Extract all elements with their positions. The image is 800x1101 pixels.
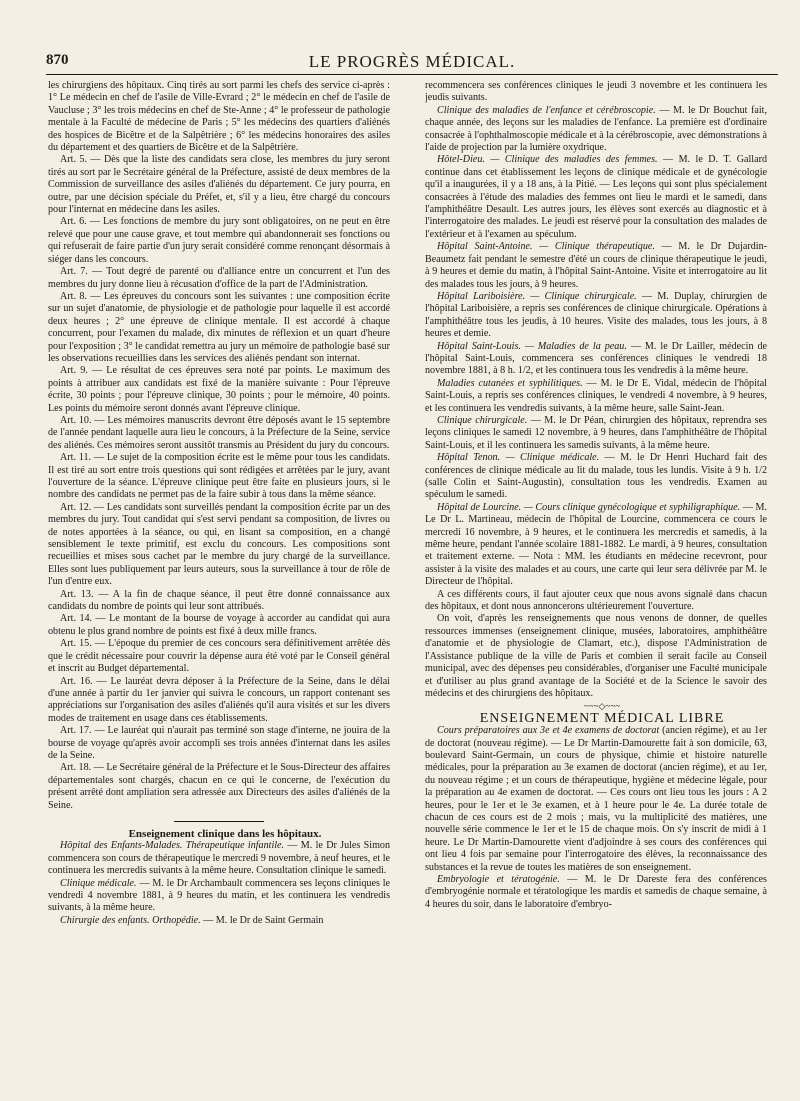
hospital-text: — M. le Dr de Saint Germain: [200, 914, 324, 926]
section-title: Enseignement clinique dans les hôpitaux.: [128, 827, 322, 840]
hospital-text: — M. le Dr Bouchut fait, chaque année, des leçons sur les maladies de l'enfance. La première est d'ordinaire consacrée à l'ophthalmoscopie médicale et à la cérébroscopie, avec démonstrations à l'aide de projection par la lumière oxydrique.: [425, 104, 767, 154]
course-paragraph: [425, 725, 767, 874]
hospital-title: Hôpital de Lourcine. — Cours clinique gynécologique et syphiligraphique.: [437, 501, 741, 513]
paragraph: Art. 15. — L'époque du premier de ces concours sera définitivement arrêtée dès que le crédit nécessaire pour couvrir la dépense aura été voté par le Conseil général et inscrit au Budget départemental.: [48, 638, 390, 675]
paragraph: Art. 16. — Le lauréat devra déposer à la Préfecture de la Seine, dans le délai d'une année à partir du 1er janvier qui suivra le concours, un rapport contenant ses appréciations sur l'organisation des asiles d'aliénés qu'il aura visités et sur les divers modes de traitement en usage dans ces établissements.: [48, 675, 390, 724]
paragraph: Art. 10. — Les mémoires manuscrits devront être déposés avant le 15 septembre de l'année pendant laquelle aura lieu le concours, à la Préfecture de la Seine, service des aliénés. Ces mémoires seront aussitôt transmis au Président du jury du concours.: [48, 414, 390, 451]
paragraph: On voit, d'après les renseignements que nous venons de donner, de quelles ressources immenses (enseignement clinique, musées, laboratoires, amphithéâtre d'anatomie et de physiologie de Clamart, etc.), dispose l'Administration de l'Assistance publique de la ville de Paris et combien il serait facile au Conseil municipal, avec des dépenses peu considérables, d'organiser une Faculté municipale et d'utiliser au plus grand avantage de la Société et de la Science le savoir des médecins et des chirurgiens des hôpitaux.: [425, 613, 767, 699]
hospital-paragraph: [48, 840, 390, 877]
paragraph: Art. 11. — Le sujet de la composition écrite est le même pour tous les candidats. Il est tiré au sort entre trois questions qui sont rédigées et arrêtées par le jury, avant l'ouverture de la séance. L'épreuve clinique peut être faite en plusieurs jours, si le nombre des candidats ne permet pas de la faire subir à tous dans la même séance.: [48, 452, 390, 501]
hospital-title: Maladies cutanées et syphilitiques.: [437, 377, 583, 389]
left-article-paragraphs: [48, 80, 390, 812]
hospital-title: Hôtel-Dieu. — Clinique des maladies des femmes.: [437, 154, 658, 166]
ornament-divider: ~~~◇~~~: [583, 701, 621, 712]
hospital-text: — M. le Dr Péan, chirurgien des hôpitaux, reprendra ses leçons cliniques le samedi 12 novembre, à 9 heures, dans l'amphithéâtre de l'hôpital Saint-Louis, et il les continuera les samedis suivants, à la même heure.: [425, 414, 767, 451]
hospital-paragraph: [48, 878, 390, 915]
paragraph: Art. 18. — Le Secrétaire général de la Préfecture et le Sous-Directeur des affaires départementales sont chargés, chacun en ce qui le concerne, de l'exécution du présent arrêté dont ampliation sera adressée aux Directeurs des asiles d'aliénés de la Seine.: [48, 762, 390, 811]
hospital-paragraph: [425, 154, 767, 241]
left-column: [48, 80, 390, 1090]
hospital-text: — M. le Dr Dujardin-Beaumetz fait pendant le semestre d'été un cours de clinique thérapeutique le jeudi, à 9 heures et demie du matin, à l'hôpital Saint-Antoine. Visite et interrogatoire au lit des malades tous les jours, à 9 heures.: [425, 241, 767, 290]
hospital-title: Hôpital Tenon. — Clinique médicale.: [437, 452, 600, 464]
hospital-text: — M. le Dr Jules Simon commencera son cours de thérapeutique le mercredi 9 novembre, à neuf heures, et le continuera les mercredis suivants à la même heure. Consultation clinique le samedi.: [48, 840, 390, 877]
page-header: [46, 52, 778, 75]
course-title: Embryologie et tératogénie.: [437, 874, 560, 885]
section-title: ENSEIGNEMENT MÉDICAL LIBRE: [479, 710, 725, 726]
paragraph: Art. 6. — Les fonctions de membre du jury sont obligatoires, on ne peut en être relevé que pour une cause grave, et tout membre qui abandonnerait ses fonctions ou qui refuserait de faire partie d'un jury serait considéré comme renonçant désormais à siéger dans les concours.: [48, 216, 390, 265]
hospital-text: — M. le Dr Archambault commencera ses leçons cliniques le vendredi 4 novembre 1881, à 9 heures du matin, et les continuera les vendredis suivants, à la même heure.: [48, 877, 390, 914]
hospital-paragraph: [425, 502, 767, 589]
hospital-paragraph: [425, 291, 767, 341]
right-column: [425, 80, 767, 1090]
paragraph: Art. 14. — Le montant de la bourse de voyage à accorder au candidat qui aura obtenu le plus grand nombre de points est fixé à deux mille francs.: [48, 613, 390, 637]
paragraph: recommencera ses conférences cliniques le jeudi 3 novembre et les continuera les jeudis suivants.: [425, 80, 767, 104]
paragraph: Art. 8. — Les épreuves du concours sont les suivantes : une composition écrite sur un sujet d'anatomie, de physiologie et de pathologie pour laquelle il est accordé deux heures ; 2° une épreuve de clinique mentale. Il est accordé à chaque concurrent, pour l'examen du malade, dix minutes de réflexion et un quart d'heure pour l'exposition ; 3° le candidat remettra au jury un mémoire de pathologie basé sur les observations recueillies dans les services des aliénés pendant son internat.: [48, 290, 390, 364]
hospital-paragraph: [425, 378, 767, 415]
paragraph: les chirurgiens des hôpitaux. Cinq tirés au sort parmi les chefs des service ci-après : 1° Le médecin en chef de l'asile de Ville-Evrard ; 2° le médecin en chef de l'asile de Vaucluse ; 3° les trois médecins en chef de Ste-Anne ; 4° le professeur de pathologie mentale à la Faculté de médecine de Paris ; 5° les médecins des quartiers d'aliénés des hospices de Bicêtre et de la Salpêtrière ; 6° les médecins honoraires des asiles du département et des quartiers de Bicêtre et de la Salpêtrière.: [48, 80, 390, 154]
hospital-title: Hôpital des Enfants-Malades. Thérapeutique infantile.: [60, 840, 285, 852]
hospital-title: Chirurgie des enfants. Orthopédie.: [60, 914, 201, 926]
paragraph: Art. 5. — Dès que la liste des candidats sera close, les membres du jury seront tirés au sort par le Secrétaire général de la Préfecture, assisté de deux membres de la Commission de surveillance des asiles d'aliénés du département. Ce jury pourra, en outre, par une décision spéciale du Préfet, et, s'il y a lieu, être chargé du concours pour l'internat en médecine dans les asiles.: [48, 154, 390, 216]
course-paragraph: [425, 874, 767, 911]
section-divider: [174, 821, 264, 822]
hospital-title: Hôpital Saint-Louis. — Maladies de la peau.: [437, 340, 627, 352]
running-title: LE PROGRÈS MÉDICAL.: [308, 52, 516, 71]
hospital-text: — M. le Dr E. Vidal, médecin de l'hôpital Saint-Louis, a repris ses conférences cliniques, le vendredi 4 novembre, à 9 heures, et les continuera les vendredis suivants, à la même heure, salle Saint-Jean.: [425, 377, 767, 414]
paragraph: Art. 7. — Tout degré de parenté ou d'alliance entre un concurrent et l'un des membres du jury donne lieu à récusation d'office de la part de l'Administration.: [48, 266, 390, 290]
course-text: (ancien régime), et au 1er de doctorat (nouveau régime). — Le Dr Martin-Damourette fait à son domicile, 63, boulevard Saint-Germain, un cours de physique, chimie et histoire naturelle médicales, pour la préparation au 3e examen de doctorat (ancien régime), et au 1er, du nouveau régime ; et un cours de thérapeutique, hygiène et médecine légale, pour la préparation au 4e examen de doctorat. — Ces cours ont lieu tous les jours : A 2 heures, pour le 1er et le 3e examen, et à 1 heure pour le 4e. La durée totale de chacun de ces cours est de 2 mois ; mais, vu la multiplicité des matières, une nouvelle série commence le 1er et le 15 de chaque mois. On s'y inscrit de midi à 1 heure. Le Dr Martin-Damourette vient d'adjoindre à ses cours des conférences qui ont lieu 4 fois par semaine pour l'interrogatoire des élèves, la reconnaissance des substances et la revue de toutes les matières de son enseignement.: [425, 725, 767, 873]
hospital-paragraph: [425, 341, 767, 378]
hospital-text: — M. Duplay, chirurgien de l'hôpital Lariboisière, a repris ses conférences de clinique chirurgicale. Opérations à l'amphithéâtre tous les jeudis, à 10 heures. Visite des malades, tous les jours, à 8 heures et demie.: [425, 290, 767, 340]
page-number: 870: [46, 52, 69, 68]
hospital-title: Hôpital Lariboisière. — Clinique chirurgicale.: [437, 290, 637, 302]
hospital-paragraph: [425, 452, 767, 502]
hospital-text: — M. le Dr Lailler, médecin de l'hôpital Saint-Louis, commencera ses conférences cliniques le vendredi 18 novembre 1881, à 8 h. 1/2, et les continuera tous les vendredis à la même heure.: [425, 340, 767, 377]
paragraph: Art. 9. — Le résultat de ces épreuves sera noté par points. Le maximum des points à attribuer aux candidats est fixé de la manière suivante : Pour l'épreuve écrite, 30 points ; pour l'épreuve clinique, 30 points ; pour le mémoire, 40 points. Les points du mémoire seront donnés avant l'épreuve clinique.: [48, 365, 390, 414]
hospital-paragraph: [425, 415, 767, 452]
hospital-paragraph: [425, 241, 767, 291]
paragraph: Art. 17. — Le lauréat qui n'aurait pas terminé son stage d'interne, ne jouira de la bourse de voyage qu'après avoir accompli ses trois années d'internat dans les asiles de la Seine.: [48, 725, 390, 761]
hospital-title: Clinique chirurgicale.: [437, 414, 528, 426]
hospital-paragraph: [425, 105, 767, 155]
paragraph: A ces différents cours, il faut ajouter ceux que nous avons signalé dans chacun des hôpitaux, et dont nous annoncerons ultérieurement l'ouverture.: [425, 588, 767, 613]
hospital-paragraph: [48, 915, 390, 927]
course-title: Cours préparatoires aux 3e et 4e examens de doctorat: [437, 725, 660, 737]
hospital-text: — M. le Dr Henri Huchard fait des conférences de clinique médicale au lit du malade, tous les lundis. Visite à 9 h. 1/2 (salle Colin et Saint-Augustin), consultation tous les vendredis. Examen au spéculum le samedi.: [425, 452, 767, 501]
hospital-text: — M. Le Dr L. Martineau, médecin de l'hôpital de Lourcine, commencera ce cours le mercredi 16 novembre, à 9 heures, et le continuera les mercredis et samedis, à la même heure, pendant l'année scolaire 1881-1882. Le mardi, à 9 heures, consultation et traitement externe. — Nota : MM. les étudiants en médecine recevront, pour assister à la visite des malades et au cours, une carte qui leur sera délivrée par M. le Directeur de l'hôpital.: [425, 501, 767, 588]
paragraph: Art. 12. — Les candidats sont surveillés pendant la composition écrite par un des membres du jury. Tout candidat qui s'est servi pendant sa composition, de livres ou de notes apportées à la séance, ou qui, en lisant sa composition, en a changé sensiblement le texte primitif, est exclu du concours. Les compositions sont recueillies et mises sous cachet par le membre du jury chargé de la surveillance. Elles sont lues publiquement par leurs auteurs, sous la surveillance à tour de rôle de l'un d'entre eux.: [48, 501, 390, 588]
hospital-title: Clinique des maladies de l'enfance et cérébroscopie.: [437, 104, 656, 116]
hospital-title: Hôpital Saint-Antoine. — Clinique thérapeutique.: [437, 241, 655, 253]
hospital-title: Clinique médicale.: [60, 877, 137, 889]
hospital-text: — M. le D. T. Gallard continue dans cet établissement les leçons de clinique médicale et de gynécologie qu'il a inaugurées, il y a 18 ans, à la Pitié. — Les leçons qui sont plus spécialement consacrées à l'étude des maladies des femmes ont lieu le mardi et le samedi, dans l'amphithéâtre Desault. Les autres jours, les élèves sont exercés au diagnostic et à l'interrogatoire des malades. Le jeudi est réservé pour la consultation des malades de l'extérieur et à l'examen au spéculum.: [425, 154, 767, 240]
course-text: — M. le Dr Dareste fera des conférences d'embryogénie normale et tératologique les mardis et samedis de chaque semaine, à 4 heures du soir, dans le laboratoire d'embryo-: [425, 874, 767, 910]
paragraph: Art. 13. — A la fin de chaque séance, il peut être donné connaissance aux candidats du nombre de points qui leur sont attribués.: [48, 588, 390, 613]
